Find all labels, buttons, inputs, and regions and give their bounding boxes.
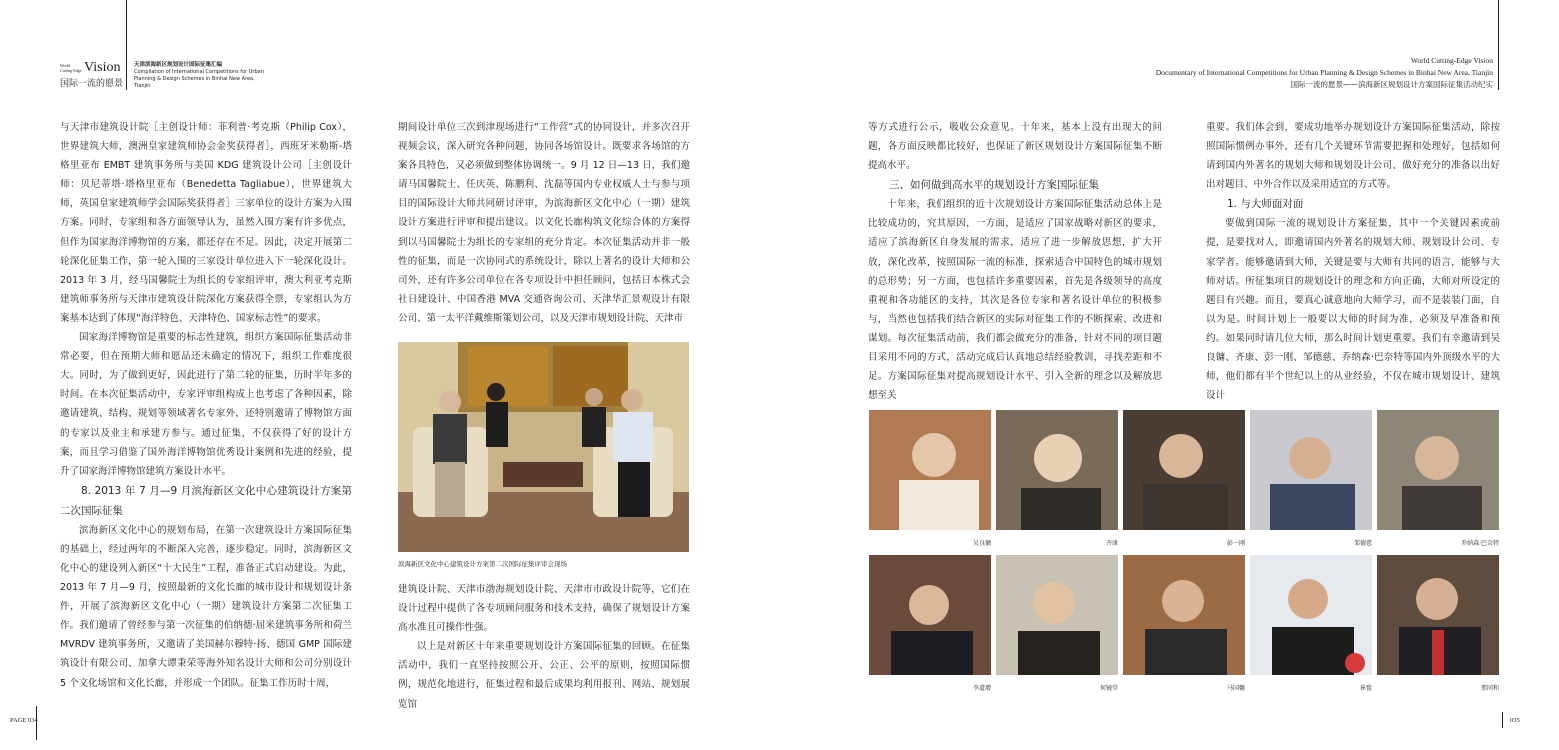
section-heading: 三、如何做到高水平的规划设计方案国际征集 — [889, 179, 1099, 192]
series-title — [134, 62, 264, 90]
subsection-heading: 1. 与大师面对面 — [1227, 198, 1304, 211]
portrait-photo — [1377, 555, 1499, 675]
logo-small-text: World Cutting-Edge — [60, 63, 82, 73]
text-column-4 — [1206, 118, 1500, 405]
page-number-left: PAGE 034 — [10, 717, 38, 724]
running-header-line3: 国际一流的愿景——滨海新区规划设计方案国际征集活动纪实 — [1290, 80, 1493, 89]
paragraph: 等方式进行公示，吸收公众意见。十年来，基本上没有出现大的问题，各方面反映都比较好，也保证了新区规划设计方案国际征集不断提高水平。 — [868, 122, 1162, 172]
portrait-name: 何镜堂 — [1099, 685, 1118, 692]
paragraph: 建筑设计院、天津市渤海规划设计院、天津市市政设计院等，它们在设计过程中提供了各专项顾问服务和技术支持，确保了规划设计方案高水准且可操作性强。 — [398, 584, 690, 634]
folio-rule-right — [1502, 712, 1503, 728]
paragraph: 重要。我们体会到，要成功地举办规划设计方案国际征集活动，除按照国际惯例办事外，还有几个关键环节需要把握和处理好，包括如何请到国内外著名的规划大师和规划设计公司、做好充分的准备以出好出对题目、中外合作以及采用适宜的方式等。 — [1206, 122, 1500, 191]
text-column-1 — [60, 118, 352, 693]
meeting-photo — [398, 342, 689, 552]
portrait-photo — [996, 555, 1118, 675]
portrait-photo — [996, 410, 1118, 530]
text-column-3 — [868, 118, 1162, 405]
portrait-photo — [1250, 555, 1372, 675]
paragraph: 以上是对新区十年来重要规划设计方案国际征集的回顾。在征集活动中，我们一直坚持按照公开、公正、公平的原则，按照国际惯例，规范化地进行，征集过程和最后成果均利用报刊、网站、规划展览馆 — [398, 641, 690, 710]
running-header-line1: World Cutting-Edge Vision — [1410, 56, 1493, 65]
portrait-photo — [1123, 410, 1245, 530]
paragraph: 期间设计单位三次到津现场进行“工作营”式的协同设计，并多次召开视频会议，深入研究各种问题，协同各场馆设计。既要求各场馆的方案各具特色，又必须做到整体协调统一。9 月 12 日—13 日，我们邀请马国馨院士、任庆英、陈鹏利、沈磊等国内专业权威人士与参与项目的国际设计大师共同研讨评审，为滨海新区文化中心（一期）建筑设计方案进行评审和提出建议。以文化长廊构筑文化综合体的方案得到以马国馨院士为组长的专家组的充分肯定。本次征集活动并非一般性的征集，而是一次协同式的系统设计，除以上著名的设计大师和公司外，还有许多公司单位在各专项设计中担任顾问，包括日本株式会社日建设计、中国香港 MVA 交通咨询公司、天津华汇景观设计有限公司、第一太平洋戴维斯策划公司，以及天津市规划设计院、天津市 — [398, 122, 690, 324]
portrait-photo — [1377, 410, 1499, 530]
portrait-name: 邢同和 — [1480, 685, 1499, 692]
paragraph: 滨海新区文化中心的规划布局，在第一次建筑设计方案国际征集的基础上，经过两年的不断深入完善，逐步稳定。同时，滨海新区文化中心的建设列入新区“十大民生”工程，准备正式启动建设。为此，2013 年 7 月—9 月，按照最新的文化长廊的城市设计和规划设计条件，开展了滨海新区文化中心（一期）建筑设计方案第二次征集工作。我们邀请了曾经参与第一次征集的伯纳德·屈米建筑事务所和荷兰 MVRDV 建筑事务所，又邀请了美国赫尔穆特·扬、德国 GMP 国际建筑设计有限公司、加拿大谭秉荣等海外知名设计大师和公司分别设计 5 个文化场馆和文化长廊，并形成一个团队。征集工作历时十周， — [60, 524, 352, 689]
portrait-name: 崔愷 — [1359, 685, 1372, 692]
section-heading: 8. 2013 年 7 月—9 月滨海新区文化中心建筑设计方案第二次国际征集 — [60, 484, 352, 517]
header-rule-left — [126, 0, 127, 90]
paragraph: 国家海洋博物馆是重要的标志性建筑，组织方案国际征集活动非常必要，但在预期大师和愿品还未确定的情况下，组织工作难度很大。同时，为了做到更好，因此进行了第二轮的征集，历时半年多的时间。在本次征集活动中，专家评审组构成上也考虑了各种因素，除邀请建筑、结构、规划等领域著名专家外，还特别邀请了博物馆方面的专家以及业主和承建方参与。通过征集，不仅获得了好的设计方案，而且学习借鉴了国外海洋博物馆优秀设计案例和先进的经验，提升了国家海洋博物馆建筑方案设计水平。 — [60, 332, 352, 477]
series-title-cn: 天津滨海新区规划设计国际征集汇编 — [134, 62, 223, 68]
paragraph: 与天津市建筑设计院［主创设计师：菲利普·考克斯（Philip Cox）， 世界建筑大师，澳洲皇家建筑师协会金奖获得者］，西班牙米勒斯-塔格里亚布 EMBT 建筑事务所与美国 KDG 建筑设计公司［主创设计师：贝尼蒂塔·塔格里亚布（Benedetta Tagliabue），世界建筑大师，英国皇家建筑师学会国际奖获得者］三家单位的设计方案为入围方案。同时，专家组和各方面领导认为，虽然入围方案有许多优点，但作为国家海洋博物馆的方案，都还存在不足。因此，决定开展第二轮深化征集工作，第一轮入围的三家设计单位进入下一轮深化设计。2013 年 3 月，经马国馨院士为组长的专家组评审，澳大利亚考克斯建筑师事务所与天津市建筑设计院深化方案获得全票，专家组认为方案基本达到了体现“海洋特色、天津特色、国家标志性”的要求。 — [60, 122, 352, 324]
portrait-name: 彭一刚 — [1226, 540, 1245, 547]
portrait-name: 乔纳森·巴奈特 — [1461, 540, 1499, 547]
portrait-name: 吴良镛 — [972, 540, 991, 547]
logo-cn: 国际一流的愿景 — [60, 79, 124, 89]
photo-caption: 滨海新区文化中心建筑设计方案第二次国际征集评审会现场 — [398, 560, 567, 568]
portrait-name: 李道增 — [972, 685, 991, 692]
header-rule-right — [1498, 0, 1499, 90]
running-header-line2: Documentary of International Competitions for Urban Planning & Design Schemes in Binhai New Area, Tianjin — [1155, 68, 1493, 77]
portrait-photo — [1250, 410, 1372, 530]
page-number-right: 035 — [1510, 717, 1520, 724]
portrait-name: 邹德慈 — [1353, 540, 1372, 547]
portrait-photo — [1123, 555, 1245, 675]
text-column-2b — [398, 580, 690, 714]
series-title-en: Compilation of International Competitions for Urban Planning & Design Schemes in Binhai New Area, Tianjin — [134, 69, 264, 89]
portrait-photo — [869, 410, 991, 530]
text-column-2a — [398, 118, 690, 328]
paragraph: 要做到国际一流的规划设计方案征集，其中一个关键因素或前提，是要找对人，即邀请国内外著名的规划大师、规划设计公司、专家学者。能够邀请到大师，关键是要与大师有共同的语言，能够与大师对话。所征集项目的规划设计的理念和方向正确，大师对所设定的题目有兴趣。而且，要真心诚意地向大师学习，而不是装装门面，自以为是。时间计划上一般要以大师的时间为准，必须及早准备和预约。如果同时请几位大师，那么时间计划更重要。我们有幸邀请到吴良镛、齐康、彭一刚、邹德慈、乔纳森·巴奈特等国内外顶级水平的大师，他们都有半个世纪以上的从业经验，不仅在城市规划设计、建筑设计 — [1206, 218, 1500, 402]
logo-vision: Vision — [84, 60, 121, 75]
paragraph: 十年来，我们组织的近十次规划设计方案国际征集活动总体上是比较成功的，究其原因，一方面，是适应了国家战略对新区的要求，适应了滨海新区自身发展的需求，适应了进一步解放思想，扩大开放，深化改革，按照国际一流的标准，探索适合中国特色的城市规划的总形势；另一方面，也包括许多重要因素，首先是各级领导的高度重视和各功能区的支持，其次是各位专家和著名设计单位的积极参与，当然也包括我们结合新区的实际对征集工作的不断探索、改进和谋划。每次征集活动前，我们都会做充分的准备，针对不同的项目题目采用不同的方式，活动完成后认真地总结经验教训，寻找差距和不足。方案国际征集对提高规划设计水平、引入全新的理念以及解放思想至关 — [868, 199, 1162, 402]
portrait-name: 马国馨 — [1226, 685, 1245, 692]
portrait-name: 齐康 — [1105, 540, 1118, 547]
running-header — [1156, 55, 1493, 91]
portrait-photo — [869, 555, 991, 675]
